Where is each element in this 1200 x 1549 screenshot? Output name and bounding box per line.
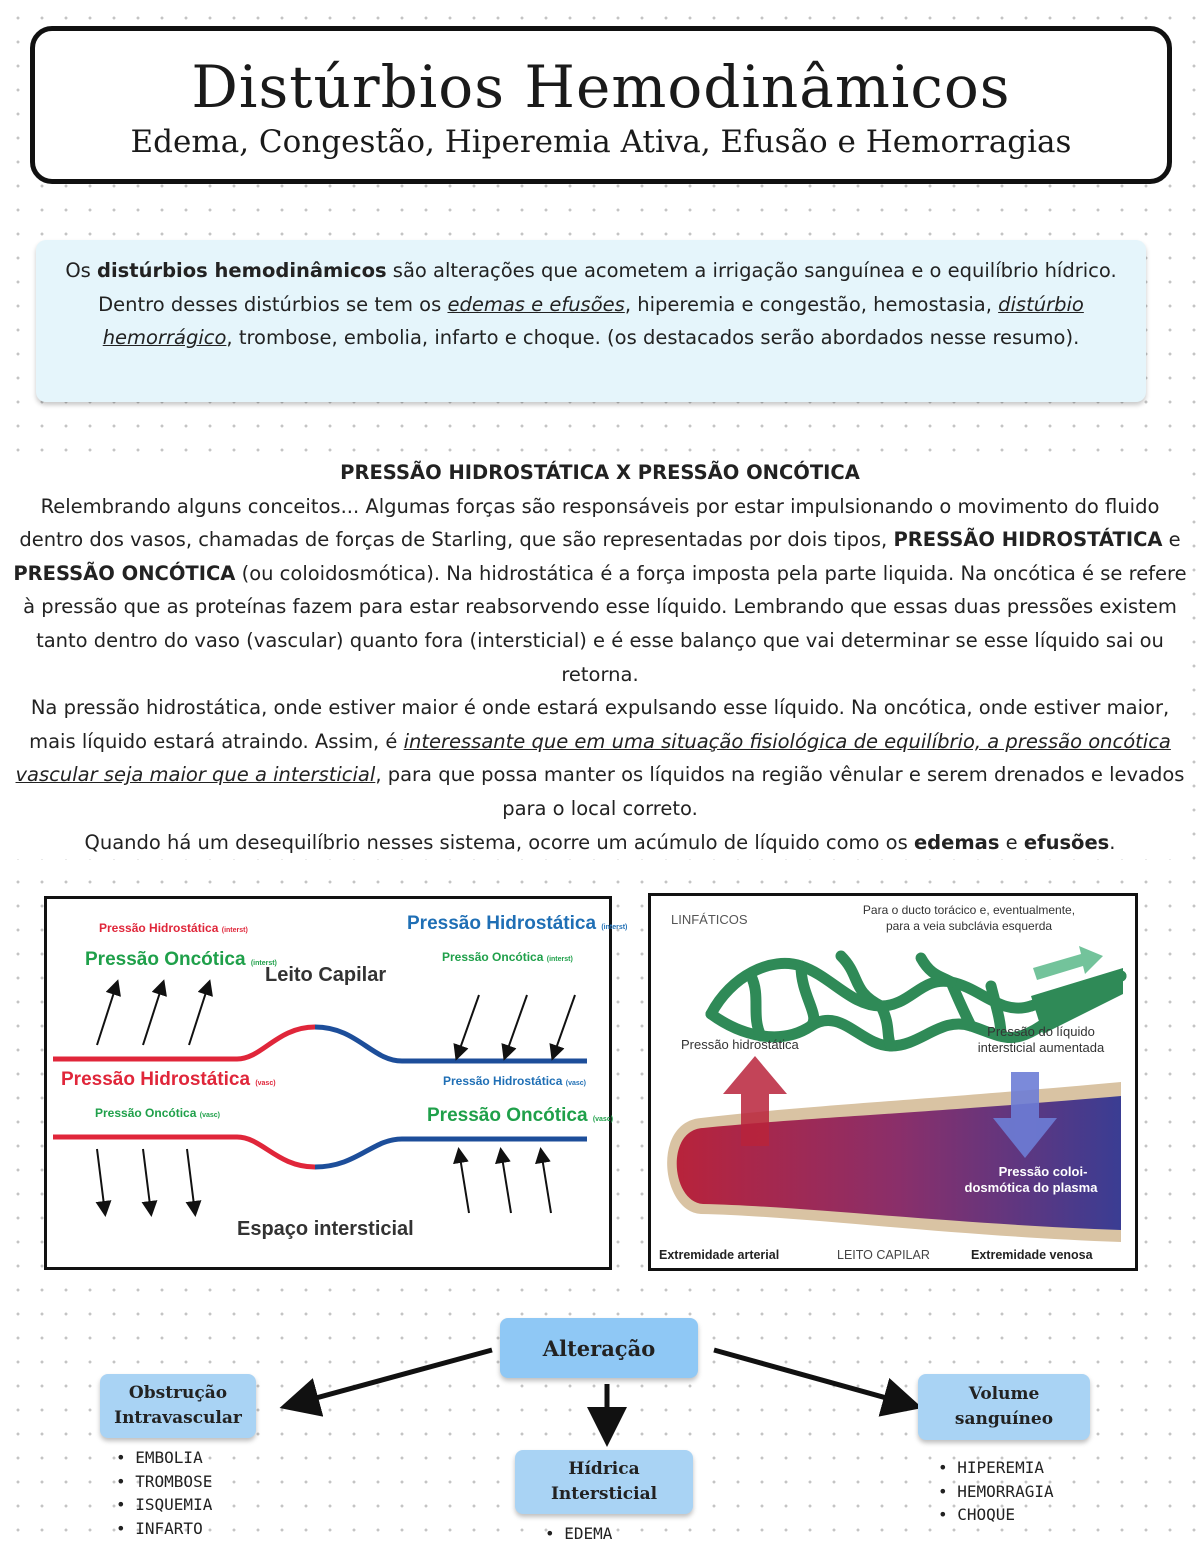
page-title: Distúrbios Hemodinâmicos	[191, 53, 1011, 121]
page-subtitle: Edema, Congestão, Hiperemia Ativa, Efusão e Hemorragias	[130, 124, 1072, 160]
svg-text:Pressão Hidrostática (interst)	[407, 913, 627, 934]
p3-text-a: Quando há um desequilíbrio nesses sistema, ocorre um acúmulo de líquido como os	[84, 830, 914, 854]
lower-wall-venous	[315, 1139, 587, 1167]
inflow-arrows-bottom	[459, 1151, 551, 1213]
label-leito-capilar: Leito Capilar	[265, 964, 387, 986]
arrow-to-volume	[714, 1350, 908, 1404]
label-hidrostatica-ml: Pressão Hidrostática	[61, 1069, 251, 1090]
list-item: • ISQUEMIA	[116, 1493, 212, 1517]
label-coloi-2: dosmótica do plasma	[964, 1180, 1098, 1195]
list-item: • EMBOLIA	[116, 1446, 212, 1470]
svg-text:Pressão Hidrostática (vasc)	[61, 1069, 276, 1090]
label-oncotica-tl: Pressão Oncótica	[85, 949, 246, 970]
intro-text-1: Os	[65, 259, 98, 282]
pressure-paragraph-1	[10, 490, 1190, 692]
intro-text-4: , trombose, embolia, infarto e choque. (os destacados serão abordados nesse resumo).	[226, 326, 1080, 349]
lymphatics-diagram	[651, 896, 1135, 1268]
node-alteracao	[500, 1318, 698, 1378]
intro-text-3: , hiperemia e congestão, hemostasia,	[624, 292, 999, 316]
node-volume	[918, 1374, 1090, 1440]
label-hidrostatica-tl: Pressão Hidrostática	[99, 921, 219, 935]
outflow-arrows-top	[97, 983, 209, 1045]
list-volume	[938, 1456, 1054, 1527]
label-hidrostatica-tl-sub: (interst)	[221, 927, 248, 934]
svg-text:Pressão Oncótica (vasc)	[95, 1106, 220, 1120]
node-obstrucao-line1: Obstrução	[128, 1383, 228, 1403]
label-linfaticos: LINFÁTICOS	[671, 912, 748, 927]
pressure-paragraph-2	[10, 691, 1190, 825]
label-hidrostatica-mr: Pressão Hidrostática	[443, 1074, 563, 1088]
p3-text-c: e	[999, 830, 1024, 854]
label-hidrostatica-tr: Pressão Hidrostática	[407, 913, 597, 934]
label-pressao-hidrostatica: Pressão hidrostática	[681, 1037, 799, 1052]
node-hidrica	[515, 1450, 693, 1514]
p1-bold-hidrostatica: PRESSÃO HIDROSTÁTICA	[893, 528, 1163, 552]
p3-text-d: .	[1109, 830, 1116, 854]
p1-text-d: (ou coloidosmótica). Na hidrostática é a força imposta pela parte liquida. Na oncótica é se refere à pressão que as proteínas fazem para estar reabsorvendo esse líquido. Lembrando que essas duas pressões existem tanto dentro do vaso (vascular) quanto fora (intersticial) e é esse balanço que vai determinar se esse líquido sai ou retorna.	[23, 561, 1187, 686]
p2-text-b: , para que possa manter os líquidos na região vênular e serem drenados e levados para o local correto.	[375, 763, 1185, 820]
list-item: • EDEMA	[545, 1522, 612, 1546]
svg-text:Pressão Oncótica (vasc)	[427, 1105, 613, 1126]
pressure-paragraph-3	[10, 826, 1190, 860]
label-extremidade-arterial: Extremidade arterial	[659, 1248, 780, 1262]
lymphatics-figure	[648, 893, 1138, 1271]
list-item: • HIPEREMIA	[938, 1456, 1054, 1480]
list-item: • CHOQUE	[938, 1503, 1054, 1527]
list-obstrucao	[116, 1446, 212, 1540]
label-hidrostatica-ml-sub: (vasc)	[255, 1080, 276, 1087]
label-extremidade-venosa: Extremidade venosa	[971, 1248, 1093, 1262]
p1-text-a: Relembrando alguns conceitos... Algumas forças são responsáveis por estar impulsionando o movimento do fluido dentro dos vasos, chamadas de forças de Starling, que são representadas por dois tipos,	[19, 494, 1160, 552]
label-hidrostatica-mr-sub: (vasc)	[565, 1080, 586, 1087]
label-liquido-1: Pressão do líquido	[987, 1024, 1095, 1039]
intro-highlight-edemas: edemas e efusões	[447, 292, 625, 316]
lower-wall-arterial	[53, 1137, 315, 1167]
list-item: • TROMBOSE	[116, 1470, 212, 1494]
label-coloi-1: Pressão coloi-	[998, 1164, 1088, 1179]
label-oncotica-tr: Pressão Oncótica	[442, 950, 544, 964]
upper-wall-venous	[315, 1027, 587, 1061]
capillary-bed-figure	[44, 896, 628, 1270]
p1-text-c: e	[1162, 528, 1181, 552]
p3-bold-efusoes: efusões	[1023, 830, 1110, 854]
label-oncotica-ml: Pressão Oncótica	[95, 1106, 197, 1120]
capillary-bed-diagram	[47, 899, 628, 1267]
arrow-to-obstrucao	[294, 1350, 492, 1404]
outflow-arrows-bottom	[97, 1149, 195, 1213]
svg-text:Pressão Oncótica (interst)	[85, 949, 277, 970]
p2-highlight: interessante que em uma situação fisiológica de equilíbrio, a pressão oncótica vascular seja maior que a intersticial	[15, 729, 1171, 787]
label-hidrostatica-tr-sub: (interst)	[601, 924, 628, 931]
label-leito-capilar-right: LEITO CAPILAR	[837, 1248, 930, 1262]
upper-wall-arterial	[53, 1027, 315, 1059]
label-oncotica-ml-sub: (vasc)	[199, 1112, 220, 1119]
label-ducto-1: Para o ducto torácico e, eventualmente,	[862, 903, 1076, 917]
section-heading: PRESSÃO HIDROSTÁTICA X PRESSÃO ONCÓTICA	[340, 461, 860, 484]
intro-highlight-hemorragico: distúrbio hemorrágico	[102, 292, 1084, 349]
node-obstrucao-line2: Intravascular	[114, 1408, 242, 1428]
label-oncotica-mr: Pressão Oncótica	[427, 1105, 588, 1126]
node-volume-line2: sanguíneo	[954, 1409, 1054, 1429]
node-volume-line1: Volume	[968, 1384, 1040, 1404]
list-hidrica	[545, 1522, 612, 1546]
list-item: • INFARTO	[116, 1517, 212, 1541]
label-oncotica-tl-sub: (interst)	[250, 960, 277, 967]
label-oncotica-tr-sub: (interst)	[546, 956, 573, 963]
p3-bold-edemas: edemas	[913, 830, 1000, 854]
svg-text:Pressão Hidrostática (vasc)	[443, 1074, 586, 1088]
p1-bold-oncotica: PRESSÃO ONCÓTICA	[13, 561, 236, 585]
lymph-flow-arrow	[1033, 946, 1103, 980]
node-obstrucao	[100, 1374, 256, 1438]
intro-text-2: são alterações que acometem a irrigação sanguínea e o equilíbrio hídrico. Dentro desses distúrbios se tem os	[98, 259, 1117, 316]
intro-callout	[36, 240, 1146, 402]
node-hidrica-line2: Intersticial	[550, 1484, 658, 1504]
label-ducto-2: para a veia subclávia esquerda	[885, 919, 1053, 933]
label-liquido-2: intersticial aumentada	[977, 1040, 1105, 1055]
node-hidrica-line1: Hídrica	[568, 1459, 640, 1479]
pressure-section	[10, 456, 1190, 859]
svg-text:Pressão Hidrostática (interst)	[99, 921, 248, 935]
inflow-arrows-top	[457, 995, 575, 1057]
intro-bold-term: distúrbios hemodinâmicos	[97, 259, 387, 282]
list-item: • HEMORRAGIA	[938, 1480, 1054, 1504]
label-espaco-intersticial: Espaço intersticial	[237, 1218, 414, 1240]
svg-text:Pressão Oncótica (interst)	[442, 950, 573, 964]
node-alteracao-label: Alteração	[542, 1335, 656, 1361]
p2-text-a: Na pressão hidrostática, onde estiver maior é onde estará expulsando esse líquido. Na oncótica, onde estiver maior, mais líquido estará atraindo. Assim, é	[29, 696, 1170, 753]
title-box	[30, 26, 1172, 184]
label-oncotica-mr-sub: (vasc)	[592, 1116, 614, 1123]
